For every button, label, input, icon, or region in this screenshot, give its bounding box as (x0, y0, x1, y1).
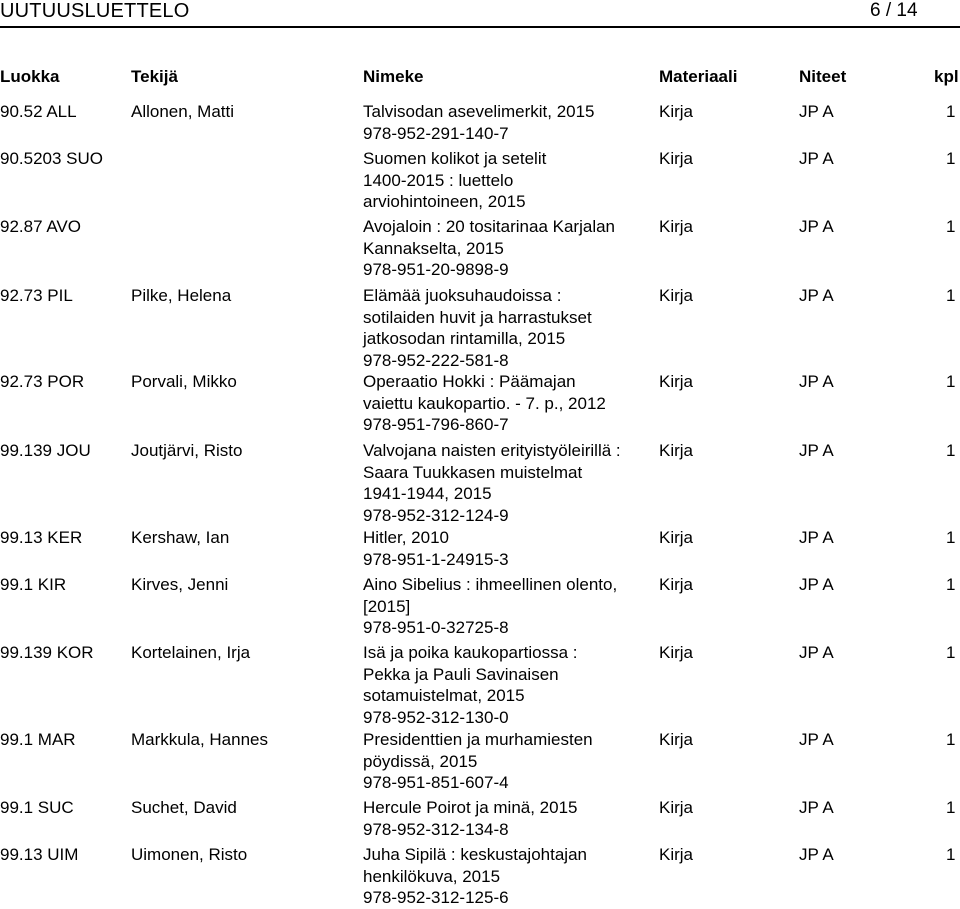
luokka-cell: 99.139 JOU (0, 441, 91, 460)
nimeke-line: jatkosodan rintamilla, 2015 (363, 329, 566, 348)
nimeke-line: 978-952-291-140-7 (363, 123, 509, 143)
nimeke-cell (363, 729, 653, 794)
nimeke-line: sotilaiden huvit ja harrastukset (363, 307, 592, 327)
kpl-cell: 1 (946, 798, 956, 817)
niteet-cell: JP A (799, 643, 834, 662)
nimeke-line: 978-952-312-124-9 (363, 505, 509, 525)
nimeke-line: Isä ja poika kaukopartiossa : (363, 643, 578, 662)
niteet-cell: JP A (799, 286, 834, 305)
materiaali-cell: Kirja (659, 286, 694, 305)
materiaali-cell: Kirja (659, 441, 694, 460)
nimeke-line: Kannakselta, 2015 (363, 238, 504, 258)
materiaali-cell: Kirja (659, 372, 694, 391)
nimeke-line: Hitler, 2010 (363, 528, 449, 547)
page-number: 6 / 14 (870, 0, 918, 21)
kpl-cell: 1 (946, 149, 956, 168)
nimeke-line: 978-952-312-125-6 (363, 888, 509, 907)
nimeke-cell (363, 148, 653, 213)
nimeke-line: [2015] (363, 596, 411, 616)
nimeke-line: 978-951-796-860-7 (363, 415, 509, 434)
tekija-cell: Joutjärvi, Risto (131, 441, 243, 460)
materiaali-cell: Kirja (659, 217, 694, 236)
materiaali-cell: Kirja (659, 102, 694, 121)
luokka-cell: 92.87 AVO (0, 217, 81, 236)
nimeke-line: 1941-1944, 2015 (363, 484, 492, 503)
nimeke-line: Valvojana naisten erityistyöleirillä : (363, 441, 621, 460)
nimeke-line: Talvisodan asevelimerkit, 2015 (363, 102, 595, 121)
nimeke-line: Presidenttien ja murhamiesten (363, 730, 593, 749)
nimeke-cell (363, 371, 653, 436)
nimeke-line: 978-952-312-130-0 (363, 707, 509, 727)
materiaali-cell: Kirja (659, 798, 694, 817)
column-header-luokka: Luokka (0, 67, 60, 86)
nimeke-line: sotamuistelmat, 2015 (363, 686, 525, 705)
niteet-cell: JP A (799, 217, 834, 236)
column-header-niteet: Niteet (799, 67, 847, 86)
nimeke-line: Pekka ja Pauli Savinaisen (363, 664, 559, 684)
luokka-cell: 99.13 KER (0, 528, 83, 547)
nimeke-cell (363, 642, 653, 728)
nimeke-line: 978-951-20-9898-9 (363, 260, 509, 279)
nimeke-line: Aino Sibelius : ihmeellinen olento, (363, 575, 618, 594)
luokka-cell: 99.13 UIM (0, 845, 79, 864)
tekija-cell: Uimonen, Risto (131, 845, 248, 864)
kpl-cell: 1 (946, 102, 956, 121)
tekija-cell: Kirves, Jenni (131, 575, 229, 594)
nimeke-cell (363, 440, 653, 526)
kpl-cell: 1 (946, 575, 956, 594)
niteet-cell: JP A (799, 730, 834, 749)
nimeke-line: 978-951-851-607-4 (363, 773, 509, 792)
nimeke-line: Avojaloin : 20 tositarinaa Karjalan (363, 217, 616, 236)
nimeke-line: Suomen kolikot ja setelit (363, 149, 547, 168)
kpl-cell: 1 (946, 286, 956, 305)
kpl-cell: 1 (946, 845, 956, 864)
niteet-cell: JP A (799, 845, 834, 864)
nimeke-line: 978-951-0-32725-8 (363, 618, 509, 637)
nimeke-line: arviohintoineen, 2015 (363, 192, 526, 211)
luokka-cell: 99.1 KIR (0, 575, 67, 594)
luokka-cell: 99.139 KOR (0, 643, 94, 662)
tekija-cell: Porvali, Mikko (131, 372, 237, 391)
kpl-cell: 1 (946, 643, 956, 662)
nimeke-line: 1400-2015 : luettelo (363, 170, 514, 190)
tekija-cell: Allonen, Matti (131, 102, 234, 121)
nimeke-line: vaiettu kaukopartio. - 7. p., 2012 (363, 393, 606, 413)
nimeke-cell (363, 527, 653, 570)
nimeke-line: Hercule Poirot ja minä, 2015 (363, 798, 578, 817)
nimeke-line: 978-952-222-581-8 (363, 350, 509, 370)
tekija-cell: Suchet, David (131, 798, 237, 817)
materiaali-cell: Kirja (659, 528, 694, 547)
kpl-cell: 1 (946, 730, 956, 749)
niteet-cell: JP A (799, 528, 834, 547)
materiaali-cell: Kirja (659, 575, 694, 594)
nimeke-line: Juha Sipilä : keskustajohtajan (363, 845, 587, 864)
kpl-cell: 1 (946, 372, 956, 391)
niteet-cell: JP A (799, 149, 834, 168)
kpl-cell: 1 (946, 217, 956, 236)
kpl-cell: 1 (946, 528, 956, 547)
page-title: UUTUUSLUETTELO (0, 0, 190, 22)
nimeke-line: Saara Tuukkasen muistelmat (363, 462, 583, 482)
tekija-cell: Markkula, Hannes (131, 730, 269, 749)
niteet-cell: JP A (799, 372, 834, 391)
column-header-tekija: Tekijä (131, 67, 178, 86)
kpl-cell: 1 (946, 441, 956, 460)
luokka-cell: 92.73 PIL (0, 286, 73, 305)
nimeke-cell (363, 101, 653, 144)
column-header-materiaali: Materiaali (659, 67, 738, 86)
luokka-cell: 99.1 MAR (0, 730, 76, 749)
luokka-cell: 90.52 ALL (0, 102, 77, 121)
nimeke-cell (363, 797, 653, 840)
nimeke-cell (363, 285, 653, 371)
materiaali-cell: Kirja (659, 845, 694, 864)
column-header-nimeke: Nimeke (363, 67, 424, 86)
niteet-cell: JP A (799, 798, 834, 817)
materiaali-cell: Kirja (659, 643, 694, 662)
materiaali-cell: Kirja (659, 149, 694, 168)
luokka-cell: 99.1 SUC (0, 798, 74, 817)
luokka-cell: 90.5203 SUO (0, 149, 104, 168)
nimeke-cell (363, 574, 653, 639)
niteet-cell: JP A (799, 441, 834, 460)
nimeke-cell (363, 844, 653, 909)
column-header-kpl: kpl (934, 67, 959, 86)
nimeke-line: pöydissä, 2015 (363, 751, 478, 771)
materiaali-cell: Kirja (659, 730, 694, 749)
nimeke-line: henkilökuva, 2015 (363, 866, 501, 886)
tekija-cell: Kershaw, Ian (131, 528, 230, 547)
nimeke-cell (363, 216, 653, 281)
nimeke-line: 978-951-1-24915-3 (363, 549, 509, 569)
luokka-cell: 92.73 POR (0, 372, 85, 391)
niteet-cell: JP A (799, 102, 834, 121)
nimeke-line: Elämää juoksuhaudoissa : (363, 286, 562, 305)
tekija-cell: Kortelainen, Irja (131, 643, 251, 662)
tekija-cell: Pilke, Helena (131, 286, 232, 305)
nimeke-line: 978-952-312-134-8 (363, 819, 509, 839)
niteet-cell: JP A (799, 575, 834, 594)
header-rule (0, 26, 960, 28)
nimeke-line: Operaatio Hokki : Päämajan (363, 372, 576, 391)
